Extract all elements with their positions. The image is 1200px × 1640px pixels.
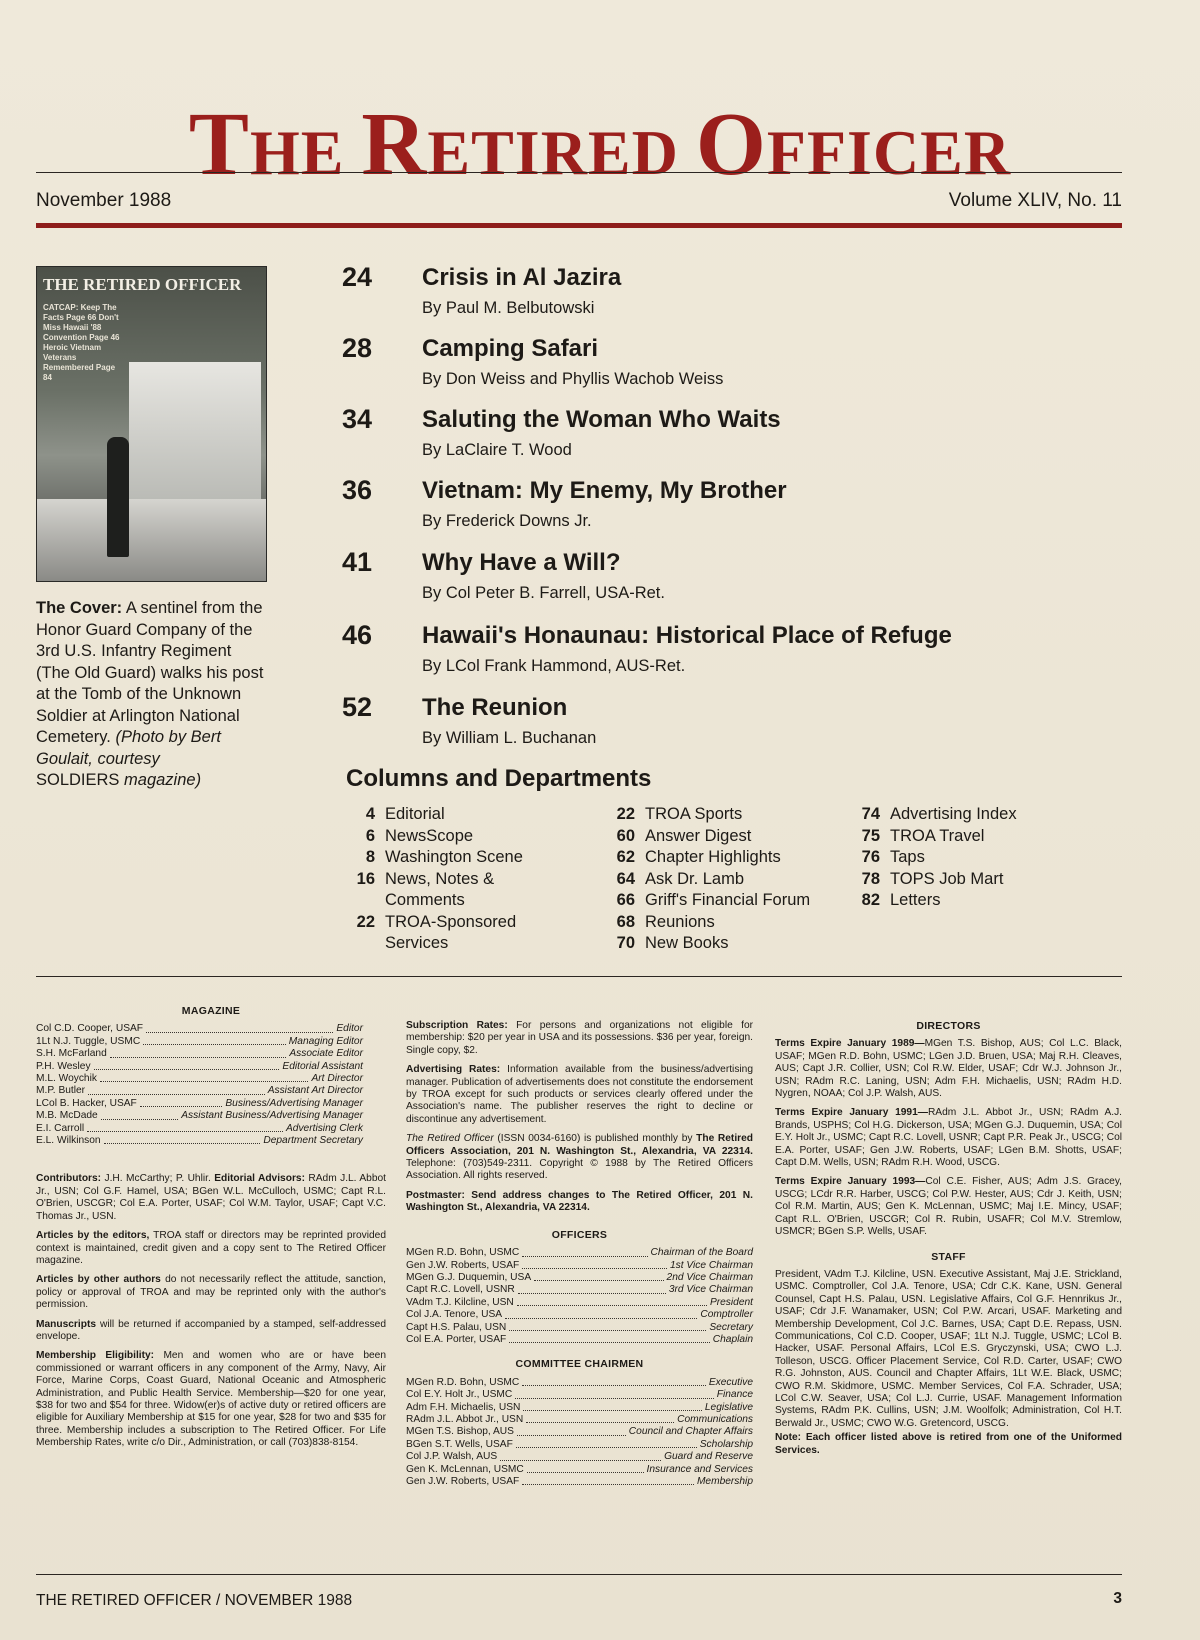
departments-column-2 bbox=[600, 804, 810, 955]
department-item[interactable]: 76 Taps bbox=[861, 848, 925, 866]
staff-row: M.L. Woychik Art Director bbox=[36, 1073, 363, 1085]
committee-row: Gen J.W. Roberts, USAF Membership bbox=[406, 1476, 753, 1487]
section-rule bbox=[36, 976, 1122, 977]
feature-byline: By Col Peter B. Farrell, USA-Ret. bbox=[422, 584, 665, 602]
officer-row: Capt R.C. Lovell, USNR 3rd Vice Chairman bbox=[406, 1284, 753, 1296]
officers-heading: OFFICERS bbox=[551, 1228, 608, 1241]
department-item[interactable]: 82 Letters bbox=[861, 891, 941, 909]
department-item[interactable]: Services bbox=[385, 934, 449, 952]
department-item[interactable]: 64 Ask Dr. Lamb bbox=[616, 869, 745, 888]
department-item[interactable]: 8 Washington Scene bbox=[365, 848, 523, 866]
cover-lines: CATCAP: Keep The Facts Page 66 Don't Miss Hawaii '88 Convention Page 46 Heroic Vietnam Veterans Remembered Page 84 bbox=[43, 303, 120, 382]
subscription-paragraph: Subscription Rates: For persons and organizations not eligible for membership: $20 per year in USA and its possessions. $36 per year, foreign. Single copy, $2. bbox=[406, 1020, 754, 1056]
officer-row: Gen J.W. Roberts, USAF 1st Vice Chairman bbox=[406, 1259, 753, 1271]
staff-row: E.I. Carroll Advertising Clerk bbox=[36, 1122, 363, 1134]
feature-title: Vietnam: My Enemy, My Brother bbox=[422, 477, 787, 504]
footer-rule bbox=[36, 1574, 1122, 1575]
committee-row: MGen R.D. Bohn, USMC Executive bbox=[406, 1376, 753, 1388]
staff-row: M.B. McDade Assistant Business/Advertising Manager bbox=[36, 1110, 363, 1122]
advertising-paragraph: Advertising Rates: Information available from the business/advertising manager. Publication of advertisements does not constitute the endorsement by TROA except for such products or services clearly offered under the Association's name. The publisher reserves the right to decline or discontinue any advertisement. bbox=[406, 1064, 754, 1125]
directors-heading: DIRECTORS bbox=[916, 1020, 981, 1032]
department-item[interactable]: 62 Chapter Highlights bbox=[616, 848, 781, 866]
feature-title: Hawaii's Honaunau: Historical Place of Refuge bbox=[422, 622, 952, 649]
departments-column-3 bbox=[845, 804, 1017, 912]
sentinel-figure bbox=[107, 437, 129, 557]
feature-page: 36 bbox=[342, 475, 373, 505]
department-item[interactable]: 22 TROA-Sponsored bbox=[356, 912, 517, 931]
tomb-shape bbox=[129, 362, 261, 502]
membership-paragraph: Membership Eligibility: Men and women who are or have been commissioned or warrant officers in any component of the Army, Navy, Air Force, Marine Corps, Coast Guard, National Oceanic and Atmospheric Administration, and Public Health Service. Membership—$20 for one year, $38 for two and $54 for three. Widow(er)s of active duty or retired officers are eligible for Auxiliary Membership at $15 for one year, $28 for two and $35 for three. Membership includes a subscription to The Retired Officer. For Life Membership Rates, write c/o Dir., Administration, or call (703)838-8154. bbox=[36, 1350, 386, 1449]
committee-row: Col E.Y. Holt Jr., USMC Finance bbox=[406, 1389, 753, 1401]
staff-row: P.H. Wesley Editorial Assistant bbox=[36, 1060, 363, 1072]
staff-note: Note: Each officer listed above is retired from one of the Uniformed Services. bbox=[775, 1432, 1122, 1456]
officers-list bbox=[406, 1247, 753, 1346]
postmaster-paragraph: Postmaster: Send address changes to The Retired Officer, 201 N. Washington St., Alexandria, VA 22314. bbox=[406, 1189, 753, 1214]
committee-list bbox=[406, 1377, 753, 1489]
feature-byline: By LaClaire T. Wood bbox=[422, 441, 572, 459]
feature-title: The Reunion bbox=[422, 694, 568, 721]
staff-row: LCol B. Hacker, USAF Business/Advertising Manager bbox=[36, 1097, 363, 1109]
terms-1991: Terms Expire January 1991—RAdm J.L. Abbot Jr., USN; RAdm A.J. Brands, USPHS; Col H.G. Dickerson, USA; MGen G.J. Duquemin, USA; Col E.Y. Holt Jr., USMC; Capt R.C. Lovell, USNR; Capt P.R. Peak Jr., USCG; Col E.A. Porter, USAF; Gen J.W. Roberts, USAF; LGen B.M. Shotts, USAF; Capt D.M. Wells, USN; RAdm R.H. Wood, USCG. bbox=[775, 1107, 1123, 1169]
cover-caption: The Cover: A sentinel from the Honor Guard Company of the 3rd U.S. Infantry Regiment (The Old Guard) walks his post at the Tomb of the Unknown Soldier at Arlington National Cemetery. (Photo by Bert Goulait, courtesy SOLDIERS magazine) bbox=[36, 599, 264, 789]
departments-heading: Columns and Departments bbox=[346, 765, 652, 792]
department-item[interactable]: 4 Editorial bbox=[365, 805, 445, 823]
officer-row: VAdm T.J. Kilcline, USN President bbox=[406, 1296, 753, 1308]
department-item[interactable]: 74 Advertising Index bbox=[861, 805, 1017, 823]
magazine-heading: MAGAZINE bbox=[181, 1005, 241, 1017]
cover-title: THE RETIRED OFFICER bbox=[43, 275, 242, 294]
department-item[interactable]: 78 TOPS Job Mart bbox=[861, 869, 1004, 888]
officer-row: MGen G.J. Duquemin, USA 2nd Vice Chairman bbox=[406, 1271, 753, 1283]
feature-byline: By LCol Frank Hammond, AUS-Ret. bbox=[422, 657, 686, 675]
page-number: 3 bbox=[1113, 1590, 1122, 1607]
staff-paragraph: President, VAdm T.J. Kilcline, USN. Executive Assistant, Maj J.E. Strickland, USMC. Comptroller, Col J.A. Tenore, USA; Cdr C.K. Kane, USN. General Counsel, Capt H.S. Palau, USN. Legislative Affairs, Col G.F. Hennrikus Jr., USAF; Cdr J.F. Wanamaker, USN; Col P.W. Arcari, USAF. Marketing and Membership Development, Col J.C. Barnes, USA; Capt D.E. Repass, USN. Communications, Col C.D. Cooper, USAF; 1Lt N.J. Tuggle, USMC; LCol B. Hacker, USAF. Personal Affairs, LCol E.S. Gryczynski, USA; CWO L.J. Tolleson, USCG. Officer Placement Service, Col R.D. Carter, USAF; CWO R.G. Johnston, AUS. Council and Chapter Affairs, 1Lt W.E. Black, USMC; CWO R.M. Skidmore, USMC. Member Services, Col F.A. Schrader, USA; LCol C.W. Seaver, USA; Col L.J. Currie, USAF. Management Information Systems, RAdm P.K. Cullins, USN; J.M. Woolfolk; Administration, Col H.T. Berwald Jr., USMC; CWO W.G. Gretencord, USCG. bbox=[775, 1268, 1122, 1429]
feature-page: 52 bbox=[342, 692, 373, 722]
staff-heading: STAFF bbox=[931, 1250, 966, 1263]
magazine-title: THE RETIRED OFFICER bbox=[188, 95, 1012, 194]
feature-page: 34 bbox=[342, 404, 373, 434]
contributors-paragraph: Contributors: J.H. McCarthy; P. Uhlir. Editorial Advisors: RAdm J.L. Abbot Jr., USN; Col G.F. Hamel, USA; BGen W.L. McCulloch, USMC; Capt R.L. O'Brien, USCGR; Col E.A. Porter, USAF; Col W.M. Taylor, USAF; Capt V.C. Thomas Jr., USN. bbox=[36, 1173, 386, 1222]
department-item[interactable]: 16 News, Notes & bbox=[356, 869, 495, 888]
officer-row: MGen R.D. Bohn, USMC Chairman of the Board bbox=[406, 1247, 753, 1259]
department-item[interactable]: 68 Reunions bbox=[616, 912, 715, 931]
staff-row: M.P. Butler Assistant Art Director bbox=[36, 1085, 363, 1097]
feature-byline: By Paul M. Belbutowski bbox=[422, 299, 595, 317]
committee-row: Gen K. McLennan, USMC Insurance and Services bbox=[406, 1463, 753, 1475]
articles-other-paragraph: Articles by other authors do not necessarily reflect the attitude, sanction, policy or approval of TROA and may be reprinted only with the author's permission. bbox=[36, 1274, 386, 1311]
feature-byline: By Frederick Downs Jr. bbox=[422, 512, 592, 530]
departments-column-1 bbox=[340, 804, 523, 955]
committee-row: RAdm J.L. Abbot Jr., USN Communications bbox=[406, 1413, 753, 1425]
staff-row: E.L. Wilkinson Department Secretary bbox=[36, 1135, 363, 1147]
department-item[interactable]: 6 NewsScope bbox=[365, 826, 474, 845]
department-item[interactable]: Comments bbox=[385, 891, 465, 909]
committee-row: MGen T.S. Bishop, AUS Council and Chapter Affairs bbox=[406, 1426, 753, 1438]
feature-title: Saluting the Woman Who Waits bbox=[422, 406, 781, 433]
manuscripts-paragraph: Manuscripts will be returned if accompanied by a stamped, self-addressed envelope. bbox=[36, 1318, 386, 1342]
officer-row: Col E.A. Porter, USAF Chaplain bbox=[406, 1333, 753, 1345]
department-item[interactable]: 66 Griff's Financial Forum bbox=[616, 891, 811, 909]
feature-page: 46 bbox=[342, 620, 373, 650]
staff-row: S.H. McFarland Associate Editor bbox=[36, 1048, 363, 1060]
issue-date: November 1988 bbox=[36, 190, 172, 211]
feature-title: Why Have a Will? bbox=[422, 549, 621, 576]
masthead bbox=[0, 95, 1200, 194]
department-item[interactable]: 70 New Books bbox=[616, 934, 729, 952]
department-item[interactable]: 60 Answer Digest bbox=[616, 826, 752, 845]
staff-row: Col C.D. Cooper, USAF Editor bbox=[36, 1023, 363, 1035]
cover-thumbnail bbox=[36, 266, 267, 582]
feature-page: 41 bbox=[342, 547, 373, 577]
feature-byline: By Don Weiss and Phyllis Wachob Weiss bbox=[422, 370, 724, 388]
committee-row: Col J.P. Walsh, AUS Guard and Reserve bbox=[406, 1451, 753, 1463]
magazine-column bbox=[36, 1005, 386, 1457]
red-rule bbox=[36, 223, 1122, 228]
issue-volume: Volume XLIV, No. 11 bbox=[948, 190, 1122, 211]
tomb-steps bbox=[37, 499, 266, 581]
feature-title: Crisis in Al Jazira bbox=[422, 264, 622, 291]
middle-column bbox=[406, 1020, 753, 1488]
department-item[interactable]: 22 TROA Sports bbox=[616, 805, 743, 823]
articles-editors-paragraph: Articles by the editors, TROA staff or directors may be reprinted provided context is maintained, credit given and a copy sent to The Retired Officer magazine. bbox=[36, 1230, 386, 1266]
feature-page: 24 bbox=[342, 262, 373, 292]
feature-byline: By William L. Buchanan bbox=[422, 729, 597, 747]
terms-1989: Terms Expire January 1989—MGen T.S. Bishop, AUS; Col L.C. Black, USAF; MGen R.D. Bohn, USMC; LGen J.D. Bruen, USA; Maj R.H. Cleaves, AUS; Capt J.R. Collier, USN; Col R.W. Elder, USAF; Cdr W.J. Johnson Jr., USN; RAdm R.C. Laning, USN; Adm F.H. Michaelis, USN; RAdm H.D. Nygren, NOAA; Col J.P. Walsh, AUS. bbox=[775, 1038, 1122, 1100]
department-item[interactable]: 75 TROA Travel bbox=[861, 826, 985, 845]
officer-row: Col J.A. Tenore, USA Comptroller bbox=[406, 1309, 753, 1321]
officer-row: Capt H.S. Palau, USN Secretary bbox=[406, 1321, 753, 1333]
footer-title: THE RETIRED OFFICER / NOVEMBER 1988 bbox=[36, 1592, 353, 1609]
directors-column bbox=[775, 1020, 1122, 1464]
committee-row: Adm F.H. Michaelis, USN Legislative bbox=[406, 1401, 753, 1413]
staff-row: 1Lt N.J. Tuggle, USMC Managing Editor bbox=[36, 1035, 363, 1047]
terms-1993: Terms Expire January 1993—Col C.E. Fisher, AUS; Adm J.S. Gracey, USCG; LCdr R.R. Harber, USCG; Col P.W. Hester, AUS; Cdr J. Keith, USN; Col R.M. Martin, AUS; Gen K. McLennan, USMC; Maj I.E. Mincy, USAF; Capt R.L. O'Brien, USCGR; Col R. Rubin, USAFR; Col M.V. Stremlow, USMCR; BGen S.P. Wells, USAF. bbox=[775, 1176, 1122, 1238]
header-rule bbox=[36, 172, 1122, 173]
publication-paragraph: The Retired Officer (ISSN 0034-6160) is published monthly by The Retired Officers Association, 201 N. Washington St., Alexandria, VA 22314. Telephone: (703)549-2311. Copyright © 1988 by The Retired Officers Association. All rights reserved. bbox=[406, 1133, 754, 1182]
committee-heading: COMMITTEE CHAIRMEN bbox=[515, 1358, 644, 1371]
magazine-staff-list bbox=[36, 1023, 363, 1147]
feature-page: 28 bbox=[342, 333, 373, 363]
committee-row: BGen S.T. Wells, USAF Scholarship bbox=[406, 1438, 753, 1450]
feature-title: Camping Safari bbox=[422, 335, 599, 362]
